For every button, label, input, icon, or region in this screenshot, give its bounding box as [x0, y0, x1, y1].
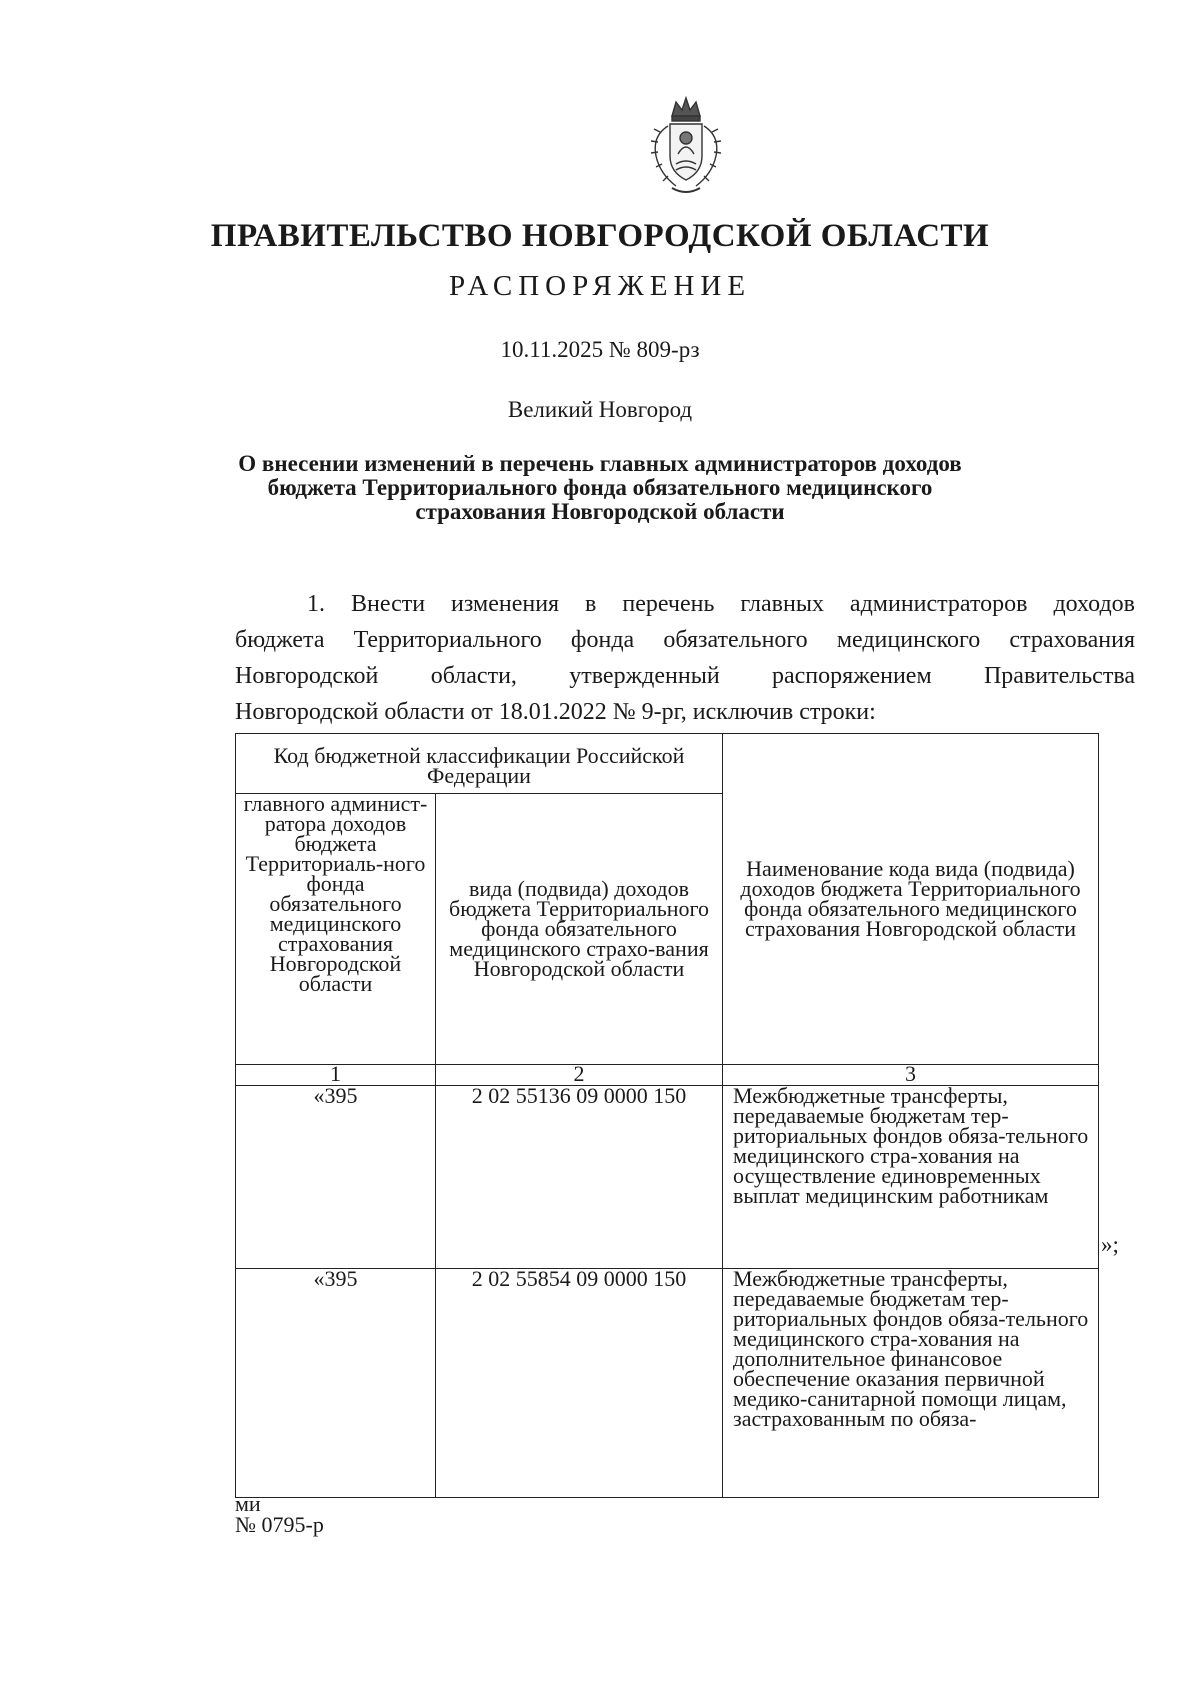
- paragraph-line: Новгородской области, утвержденный распоряжением Правительства: [235, 663, 1135, 689]
- body-paragraph: [235, 586, 1135, 730]
- table-header-admin: главного админист-ратора доходов бюджета Территориаль-ного фонда обязательного медицинского страхования Новгородской области: [236, 794, 436, 1065]
- table-cell-code: 2 02 55854 09 0000 150: [436, 1269, 723, 1498]
- table-header-name: Наименование кода вида (подвида) доходов бюджета Территориального фонда обязательного медицинского страхования Новгородской области: [723, 734, 1099, 1065]
- document-place: Великий Новгород: [507, 397, 693, 422]
- table-group-header: Код бюджетной классификации Российской Федерации: [236, 734, 723, 794]
- government-name: ПРАВИТЕЛЬСТВО НОВГОРОДСКОЙ ОБЛАСТИ: [210, 218, 990, 254]
- table-cell-admin: «395: [236, 1269, 436, 1498]
- table-col-number: 1: [236, 1065, 436, 1086]
- paragraph-line: Новгородской области от 18.01.2022 № 9-рг, исключив строки:: [235, 699, 876, 725]
- paragraph-line: бюджета Территориального фонда обязательного медицинского страхования: [235, 627, 1135, 653]
- document-type: РАСПОРЯЖЕНИЕ: [448, 270, 752, 302]
- coat-of-arms-icon: [642, 92, 730, 202]
- table-cell-admin: «395: [236, 1086, 436, 1269]
- document-title: О внесении изменений в перечень главных администраторов доходов бюджета Территориального фонда обязательного медицинского страхования Новгородской области: [238, 451, 962, 524]
- footer-marks: [235, 1493, 324, 1535]
- document-number: 10.11.2025 № 809-рз: [500, 337, 700, 362]
- table-cell-name: Межбюджетные трансферты, передаваемые бюджетам тер-риториальных фондов обяза-тельного медицинского стра-хования на дополнительное финансовое обеспечение оказания первичной медико-санитарной помощи лицам, застрахованным по обяза-: [723, 1269, 1099, 1498]
- table-header-code: вида (подвида) доходов бюджета Территориального фонда обязательного медицинского страхо-вания Новгородской области: [436, 794, 723, 1065]
- table-cell-code: 2 02 55136 09 0000 150: [436, 1086, 723, 1269]
- table-row: [236, 1086, 1099, 1269]
- footer-number: № 0795-р: [235, 1512, 324, 1537]
- table-col-number: 3: [723, 1065, 1099, 1086]
- paragraph-line: 1. Внести изменения в перечень главных администраторов доходов: [307, 591, 1135, 617]
- table-row: [236, 1269, 1099, 1498]
- table-col-number: 2: [436, 1065, 723, 1086]
- footer-initials: ми: [235, 1491, 261, 1516]
- row-closing-quote: »;: [1101, 1232, 1119, 1257]
- table-cell-name: Межбюджетные трансферты, передаваемые бюджетам тер-риториальных фондов обяза-тельного медицинского стра-хования на осуществление единовременных выплат медицинским работникам: [723, 1086, 1099, 1269]
- codes-table: [235, 733, 1099, 1498]
